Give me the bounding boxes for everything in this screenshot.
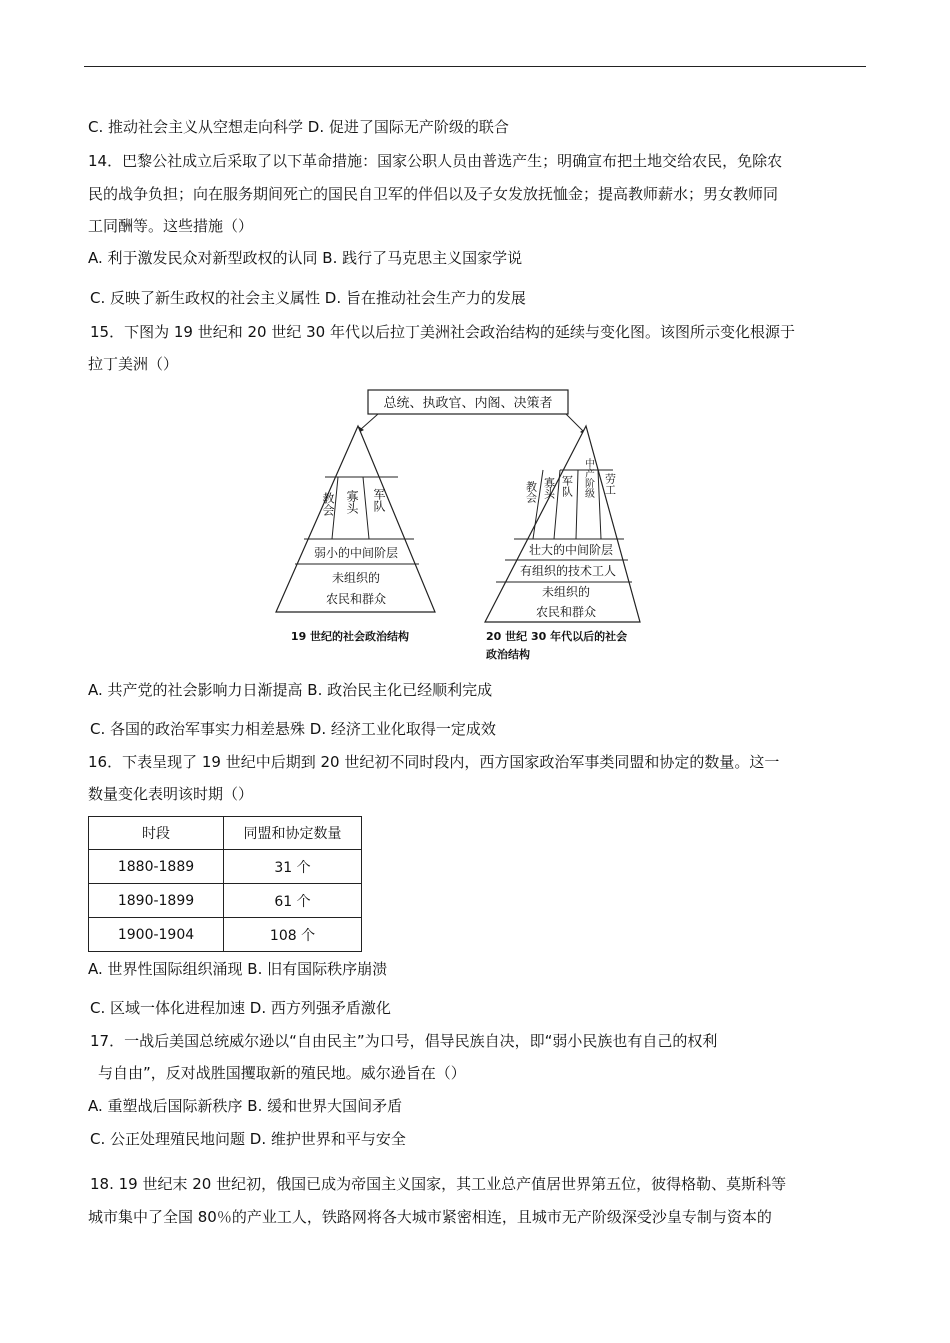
right-layer-middle: 壮大的中间阶层 — [528, 543, 614, 557]
q17-options-ab: A. 重塑战后国际新秩序 B. 缓和世界大国间矛盾 — [88, 1097, 403, 1115]
q16-options-cd: C. 区域一体化进程加速 D. 西方列强矛盾激化 — [90, 999, 391, 1017]
q16-stem-line2: 数量变化表明该时期（） — [88, 785, 254, 803]
q13-options-cd: C. 推动社会主义从空想走向科学 D. 促进了国际无产阶级的联合 — [88, 118, 509, 136]
left-seg-church: 教会 — [321, 492, 335, 516]
right-seg-army: 军队 — [560, 475, 574, 497]
right-caption-line1: 20 世纪 30 年代以后的社会 — [486, 630, 628, 643]
table-cell-period: 1890-1899 — [89, 884, 224, 918]
q18-stem-line2: 城市集中了全国 80％的产业工人，铁路网将各大城市紧密相连，且城市无产阶级深受沙皇专制与资本的 — [88, 1208, 772, 1226]
q16-stem-line1: 16．下表呈现了 19 世纪中后期到 20 世纪初不同时段内，西方国家政治军事类同盟和协定的数量。这一 — [88, 753, 780, 771]
table-cell-period: 1880-1889 — [89, 850, 224, 884]
right-seg-church: 教会 — [524, 481, 538, 503]
table-cell-count: 108 个 — [224, 918, 362, 952]
left-layer-unorganized: 未组织的 — [331, 571, 381, 585]
q14-stem-line1: 14．巴黎公社成立后采取了以下革命措施：国家公职人员由普选产生；明确宣布把土地交给农民，免除农 — [88, 152, 783, 170]
table-cell-period: 1900-1904 — [89, 918, 224, 952]
q15-stem-line2: 拉丁美洲（） — [88, 355, 179, 373]
top-box-label: 总统、执政官、内阁、决策者 — [383, 396, 553, 411]
right-arrow — [566, 414, 584, 432]
right-layer-unorganized: 未组织的 — [541, 585, 591, 599]
q14-options-ab: A. 利于激发民众对新型政权的认同 B. 践行了马克思主义国家学说 — [88, 249, 523, 267]
q15-stem-line1: 15．下图为 19 世纪和 20 世纪 30 年代以后拉丁美洲社会政治结构的延续与变化图。该图所示变化根源于 — [90, 323, 795, 341]
q14-stem-line3: 工同酬等。这些措施（） — [88, 217, 254, 235]
right-layer-workers: 有组织的技术工人 — [519, 564, 617, 578]
right-seg-middle-class: 中产阶级 — [582, 458, 594, 498]
right-layer-peasants: 农民和群众 — [535, 605, 597, 619]
left-seg-army: 军队 — [372, 488, 386, 512]
table-header-count: 同盟和协定数量 — [224, 817, 362, 850]
table-row — [89, 884, 362, 918]
left-arrow — [360, 414, 378, 430]
left-caption: 19 世纪的社会政治结构 — [290, 630, 410, 643]
q17-stem-line2: 与自由”，反对战胜国攫取新的殖民地。威尔逊旨在（） — [98, 1064, 466, 1082]
q14-options-cd: C. 反映了新生政权的社会主义属性 D. 旨在推动社会生产力的发展 — [90, 289, 526, 307]
right-seg-oligarchy: 寡头 — [542, 477, 556, 499]
q15-options-cd: C. 各国的政治军事实力相差悬殊 D. 经济工业化取得一定成效 — [90, 720, 496, 738]
left-layer-middle: 弱小的中间阶层 — [313, 546, 399, 560]
right-pyramid — [485, 426, 640, 661]
q16-options-ab: A. 世界性国际组织涌现 B. 旧有国际秩序崩溃 — [88, 960, 388, 978]
header-rule — [84, 66, 866, 67]
table-header-period: 时段 — [89, 817, 224, 850]
table-header-row — [89, 817, 362, 850]
left-layer-peasants: 农民和群众 — [325, 592, 387, 606]
q17-stem-line1: 17．一战后美国总统威尔逊以“自由民主”为口号，倡导民族自决，即“弱小民族也有自己的权利 — [90, 1032, 718, 1050]
table-row — [89, 850, 362, 884]
q14-stem-line2: 民的战争负担；向在服务期间死亡的国民自卫军的伴侣以及子女发放抚恤金；提高教师薪水；男女教师同 — [88, 185, 779, 203]
alliance-table — [88, 816, 362, 952]
q18-stem-line1: 18. 19 世纪末 20 世纪初，俄国已成为帝国主义国家，其工业总产值居世界第五位，彼得格勒、莫斯科等 — [90, 1175, 787, 1193]
table-cell-count: 31 个 — [224, 850, 362, 884]
q15-options-ab: A. 共产党的社会影响力日渐提高 B. 政治民主化已经顺利完成 — [88, 681, 493, 699]
q17-options-cd: C. 公正处理殖民地问题 D. 维护世界和平与安全 — [90, 1130, 406, 1148]
right-seg-labor: 劳工 — [603, 473, 617, 495]
table-row — [89, 918, 362, 952]
social-structure-diagram — [268, 388, 688, 668]
left-seg-oligarchy: 寡头 — [345, 490, 359, 514]
right-caption-line2: 政治结构 — [486, 648, 530, 661]
left-pyramid — [276, 426, 435, 643]
table-cell-count: 61 个 — [224, 884, 362, 918]
